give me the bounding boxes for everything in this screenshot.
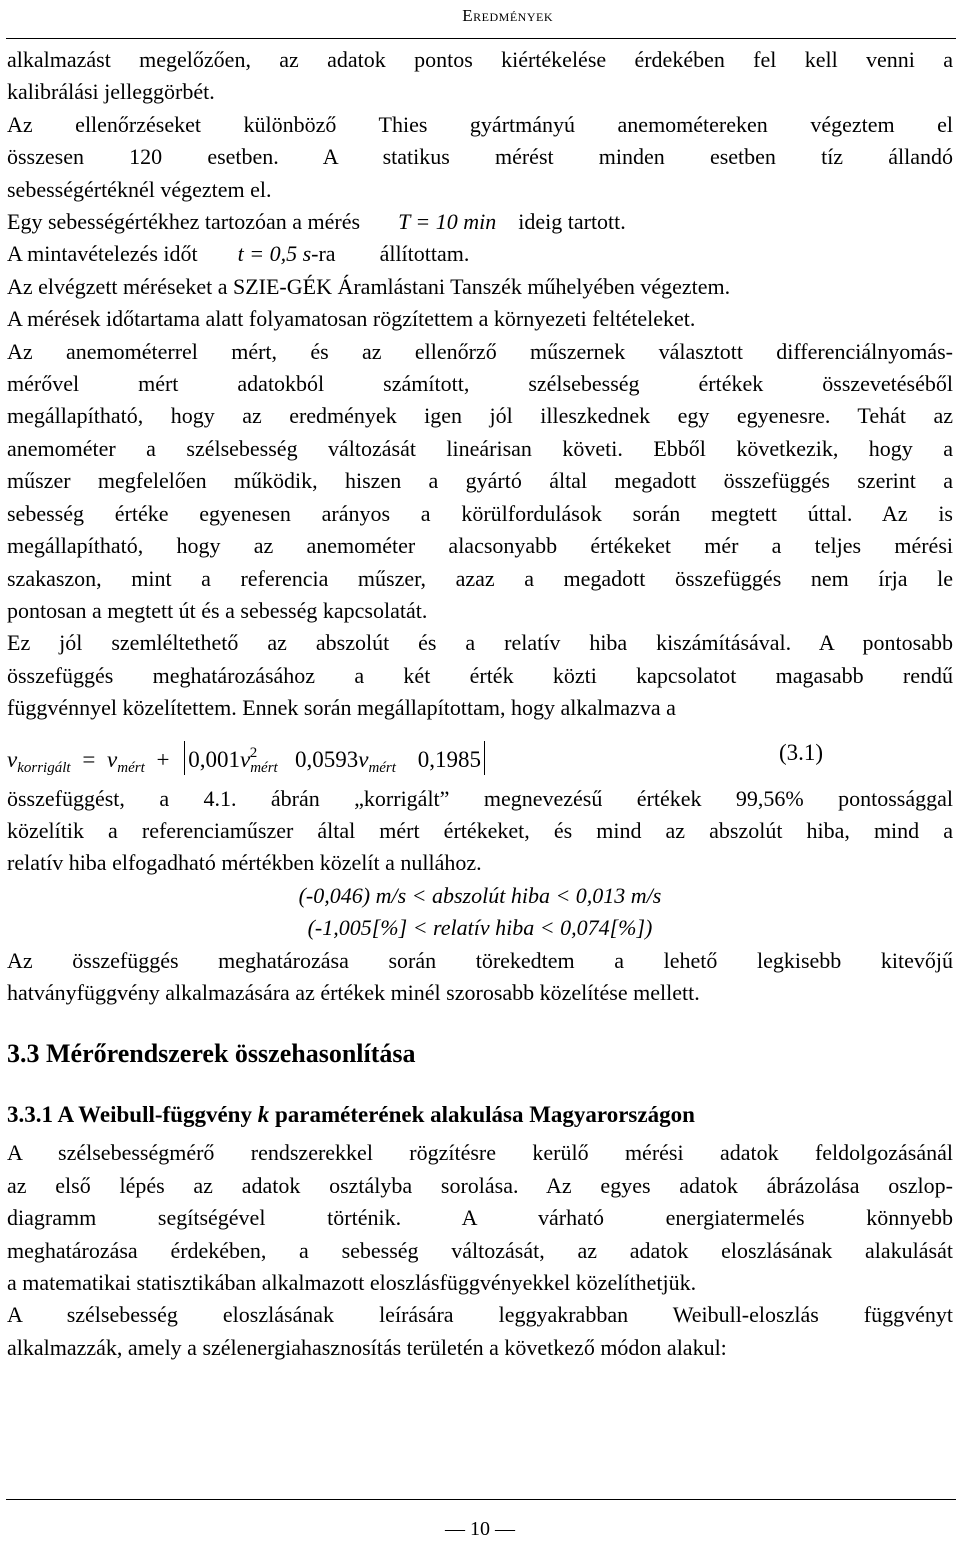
text-line: szakaszon, mint a referencia műszer, azaz a megadott összefüggés nem írja le [7, 565, 953, 591]
abs-bar-left [184, 741, 185, 775]
text-line: megállapítható, hogy az anemométer alacsonyabb értékeket mér a teljes mérési [7, 533, 953, 559]
page-body [7, 44, 953, 1364]
text-line: relatív hiba elfogadható mértékben közelít a nullához. [7, 850, 482, 876]
text-line: sebesség értéke egyenesen arányos a körülfordulások során megtett úttal. Az is [7, 500, 953, 526]
text-line: műszer megfelelően működik, hiszen a gyártó által megadott összefüggés szerint a [7, 468, 953, 494]
text-line: alkalmazzák, amely a szélenergiahasznosítás területén a következő módon alakul: [7, 1334, 727, 1360]
text-line: Az anemométerrel mért, és az ellenőrző műszernek választott differenciálnyomás- [7, 338, 953, 364]
text-line: összefüggés meghatározásához a két érték közti kapcsolatot magasabb rendű [7, 662, 953, 688]
header-divider [6, 38, 956, 39]
text-line: Az összefüggés meghatározása során törekedtem a lehető legkisebb kitevőjű [7, 947, 953, 973]
sampling-value: t = 0,5 s [237, 241, 312, 267]
absolute-error-range: (-0,046) m/s < abszolút hiba < 0,013 m/s [298, 882, 662, 908]
text-line: Az ellenőrzéseket különböző Thies gyártmányú anemométereken végeztem el [7, 111, 953, 137]
text-line: a matematikai statisztikában alkalmazott eloszlásfüggvényekkel közelíthetjük. [7, 1270, 697, 1295]
correction-formula: $v_{korrigált} = v_{mért} + 0,001v_{mért}^2$ $0,0593v_{mért}$ 0,1985 [7, 737, 488, 784]
text-line: összefüggést, a 4.1. ábrán „korrigált” megnevezésű értékek 99,56% pontossággal [7, 785, 953, 811]
text-line: A szélsebesség eloszlásának leírására leggyakrabban Weibull-eloszlás függvényt [7, 1302, 953, 1328]
text-fragment: ideig tartott. [518, 209, 626, 235]
relative-error-range: (-1,005[%] < relatív hiba < 0,074[%]) [307, 915, 653, 941]
text-line: függvénnyel közelítettem. Ennek során megállapítottam, hogy alkalmazva a [7, 695, 676, 721]
text-line: megállapítható, hogy az eredmények igen jól illeszkednek egy egyenesre. Tehát az [7, 403, 953, 429]
text-line: anemométer a szélsebesség változását lineárisan követi. Ebből következik, hogy a [7, 435, 953, 461]
text-line: diagramm segítségével történik. A várható energiatermelés könnyebb [7, 1205, 953, 1231]
text-line: mérővel mért adatokból számított, szélsebesség értékek összevetéséből [7, 371, 953, 397]
text-line: meghatározása érdekében, a sebesség változását, az adatok eloszlásának alakulását [7, 1237, 953, 1263]
text-line: A mérések időtartama alatt folyamatosan rögzítettem a környezeti feltételeket. [7, 306, 696, 332]
text-line: közelítik a referenciaműszer által mért értékeket, és mind az abszolút hiba, mind a [7, 817, 953, 843]
text-line: összesen 120 esetben. A statikus mérést minden esetben tíz állandó [7, 144, 953, 170]
text-line: pontosan a megtett út és a sebesség kapcsolatát. [7, 597, 428, 623]
text-line: alkalmazást megelőzően, az adatok pontos kiértékelése érdekében fel kell venni a [7, 47, 953, 72]
sampling-time-line [7, 238, 953, 270]
footer-divider [6, 1499, 956, 1500]
equation-3-1 [7, 727, 953, 783]
text-line: hatványfüggvény alkalmazására az értékek minél szorosabb közelítése mellett. [7, 979, 700, 1005]
duration-value: T = 10 min [398, 209, 497, 235]
text-line: az első lépés az adatok osztályba sorolása. Az egyes adatok ábrázolása oszlop- [7, 1172, 953, 1198]
text-fragment: A mintavételezés időt [7, 241, 198, 267]
measurement-duration-line [7, 206, 953, 238]
section-heading: 3.3 Mérőrendszerek összehasonlítása [7, 1039, 416, 1069]
running-header: Eredmények [462, 6, 553, 25]
page-number: — 10 — [445, 1518, 515, 1540]
text-fragment: Egy sebességértékhez tartozóan a mérés [7, 209, 361, 235]
text-line: sebességértéknél végeztem el. [7, 176, 272, 202]
text-line: A szélsebességmérő rendszerekkel rögzítésre kerülő mérési adatok feldolgozásánál [7, 1140, 953, 1166]
text-line: Az elvégzett méréseket a SZIE-GÉK Áramlástani Tanszék műhelyében végeztem. [7, 273, 731, 299]
subsection-heading: 3.3.1 A Weibull-függvény k paraméterének alakulása Magyarországon [7, 1102, 695, 1128]
text-fragment: állítottam. [379, 241, 470, 267]
abs-bar-right [484, 741, 485, 775]
equation-number: (3.1) [779, 739, 824, 765]
text-line: kalibrálási jelleggörbét. [7, 79, 215, 105]
text-fragment: -ra [311, 241, 336, 267]
text-line: Ez jól szemléltethető az abszolút és a relatív hiba kiszámításával. A pontosabb [7, 630, 953, 656]
